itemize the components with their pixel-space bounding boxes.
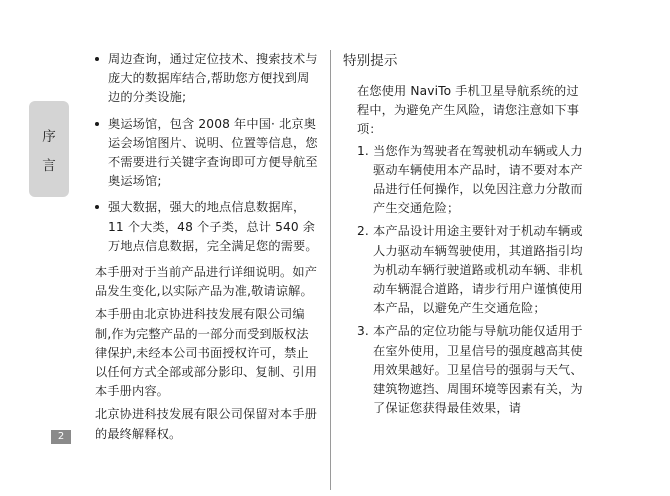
feature-item: 周边查询，通过定位技术、搜索技术与庞大的数据库结合,帮助您方便找到周边的分类设施; [95, 50, 321, 108]
feature-item: 奥运场馆，包含 2008 年中国· 北京奥运会场馆图片、说明、位置等信息，您不需要进行关键字查询即可方便导航至奥运场馆; [95, 115, 321, 192]
left-column [95, 50, 321, 448]
feature-list [95, 50, 321, 256]
notice-number: 1. [357, 143, 369, 158]
interpretation-paragraph: 北京协进科技发展有限公司保留对本手册的最终解释权。 [95, 407, 318, 441]
notice-number: 3. [357, 324, 369, 339]
notice-number: 2. [357, 224, 369, 239]
manual-scope-paragraph: 本手册对于当前产品进行详细说明。如产品发生变化,以实际产品为准,敬请谅解。 [95, 265, 318, 299]
page-number: 2 [51, 430, 71, 444]
notice-item [343, 142, 589, 219]
copyright-paragraph: 本手册由北京协进科技发展有限公司编制,作为完整产品的一部分而受到版权法律保护,未经本公司书面授权许可，禁止以任何方式全部或部分影印、复制、引用本手册内容。 [95, 307, 318, 399]
column-divider [330, 50, 331, 490]
notice-item [343, 222, 589, 318]
notice-item [343, 322, 589, 418]
section-tab-char: 序 [42, 129, 56, 145]
notice-intro: 在您使用 NaviTo 手机卫星导航系统的过程中，为避免产生风险，请您注意如下事项： [357, 84, 580, 137]
notice-heading: 特别提示 [343, 53, 398, 69]
right-column [343, 52, 589, 422]
notice-list [343, 142, 589, 419]
notice-text: 本产品的定位功能与导航功能仅适用于在室外使用，卫星信号的强度越高其使用效果越好。卫星信号的强弱与天气、建筑物遮挡、周围环境等因素有关，为了保证您获得最佳效果，请 [373, 324, 583, 416]
section-tab-char: 言 [42, 158, 56, 174]
notice-text: 本产品设计用途主要针对于机动车辆或人力驱动车辆驾驶使用，其道路指引均为机动车辆行驶道路或机动车辆、非机动车辆混合道路，请步行用户谨慎使用本产品，以避免产生交通危险； [373, 224, 583, 316]
feature-item: 强大数据，强大的地点信息数据库，11 个大类，48 个子类，总计 540 余万地点信息数据，完全满足您的需要。 [95, 198, 321, 256]
section-tab [29, 101, 69, 197]
notice-text: 当您作为驾驶者在驾驶机动车辆或人力驱动车辆使用本产品时，请不要对本产品进行任何操作，以免因注意力分散而产生交通危险； [373, 143, 583, 216]
